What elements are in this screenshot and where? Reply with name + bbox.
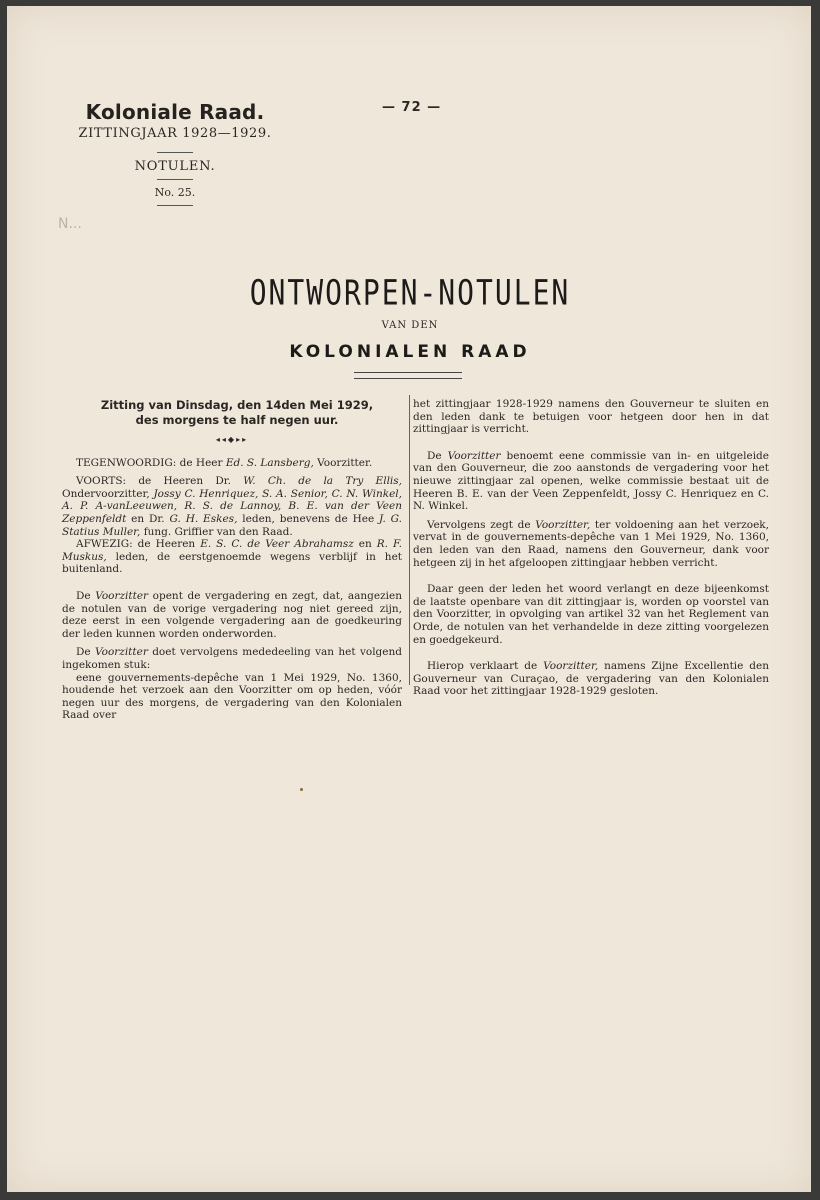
divider — [157, 205, 193, 206]
paragraph-announcement: De Voorzitter doet vervolgens mededeeling van het volgend ingekomen stuk: — [62, 646, 402, 671]
document-number: No. 25. — [154, 186, 196, 199]
minutes-label: NOTULEN. — [134, 159, 216, 174]
double-rule — [354, 372, 462, 379]
divider — [157, 179, 193, 180]
council-name: Koloniale Raad. — [85, 100, 265, 124]
paragraph-approval: Daar geen der leden het woord verlangt en deze bijeenkomst de laatste openbare van dit zittingjaar is, worden op voorstel van den Voorzitter, in opvolging van artikel 32 van het Reglement van Orde, de notulen van het verhandelde in deze zitting voorgelezen en goedgekeurd. — [413, 583, 769, 646]
main-title: ONTWORPEN-NOTULEN — [249, 272, 571, 314]
faded-stamp: N... — [58, 216, 82, 232]
meeting-date-line: Zitting van Dinsdag, den 14den Mei 1929, — [100, 398, 374, 412]
paragraph-closing: Hierop verklaart de Voorzitter, namens Zijne Excellentie den Gouverneur van Curaçao, de vergadering van den Kolonialen Raad voor het zittingjaar 1928-1929 gesloten. — [413, 660, 769, 698]
meeting-time-line: des morgens te half negen uur. — [135, 413, 339, 427]
column-divider — [409, 395, 410, 685]
meeting-title — [62, 398, 402, 428]
divider — [157, 152, 193, 153]
paragraph-continuation: het zittingjaar 1928-1929 namens den Gouverneur te sluiten en den leden dank te betuigen voor hetgeen door hen in dat zittingjaar is verricht. — [413, 398, 769, 436]
title-subline: VAN DEN — [381, 320, 439, 331]
session-year: ZITTINGJAAR 1928—1929. — [78, 126, 272, 141]
paragraph-absent: AFWEZIG: de Heeren E. S. C. de Veer Abrahamsz en R. F. Muskus, leden, de eerstgenoemde wegens verblijf in het buitenland. — [62, 538, 402, 576]
paragraph-commission: De Voorzitter benoemt eene commissie van in- en uitgeleide van den Gouverneur, die zoo aanstonds de vergadering voor het nieuwe zittingjaar zal openen, welke commissie bestaat uit de Heeren B. E. van der Veen Zeppenfeldt, Jossy C. Henriquez en C. N. Winkel. — [413, 449, 769, 513]
ornament: ◂◂◆▸▸ — [215, 435, 249, 444]
council-title: KOLONIALEN RAAD — [289, 342, 531, 362]
left-column — [62, 398, 402, 728]
paragraph-also-present: VOORTS: de Heeren Dr. W. Ch. de la Try Ellis, Ondervoorzitter, Jossy C. Henriquez, S. A. Senior, C. N. Winkel, A. P. A-vanLeeuwen, R. S. de Lannoy, B. E. van der Veen Zeppenfeldt en Dr. G. H. Eskes, leden, benevens de Hee J. G. Statius Muller, fung. Griffier van den Raad. — [62, 475, 403, 538]
paragraph-present: TEGENWOORDIG: de Heer Ed. S. Lansberg, Voorzitter. — [76, 456, 373, 469]
page-number: — 72 — — [382, 100, 442, 115]
right-column — [413, 398, 769, 704]
paragraph-thanks: Vervolgens zegt de Voorzitter, ter voldoening aan het verzoek, vervat in de gouvernements-depêche van 1 Mei 1929, No. 1360, den leden van den Raad, namens den Gouverneur, dank voor hetgeen zij in het afgeloopen zittingjaar hebben verricht. — [413, 518, 769, 569]
paragraph-depeche: eene gouvernements-depêche van 1 Mei 1929, No. 1360, houdende het verzoek aan den Voorzitter om op heden, vóór negen uur des morgens, de vergadering van den Kolonialen Raad over — [62, 671, 402, 722]
document-header — [60, 100, 290, 206]
paper-speck — [300, 788, 303, 791]
paragraph-opening: De Voorzitter opent de vergadering en zegt, dat, aangezien de notulen van de vorige vergadering nog niet gereed zijn, deze eerst in een volgende vergadering aan de goedkeuring der leden kunnen worden onderworden. — [62, 589, 402, 640]
